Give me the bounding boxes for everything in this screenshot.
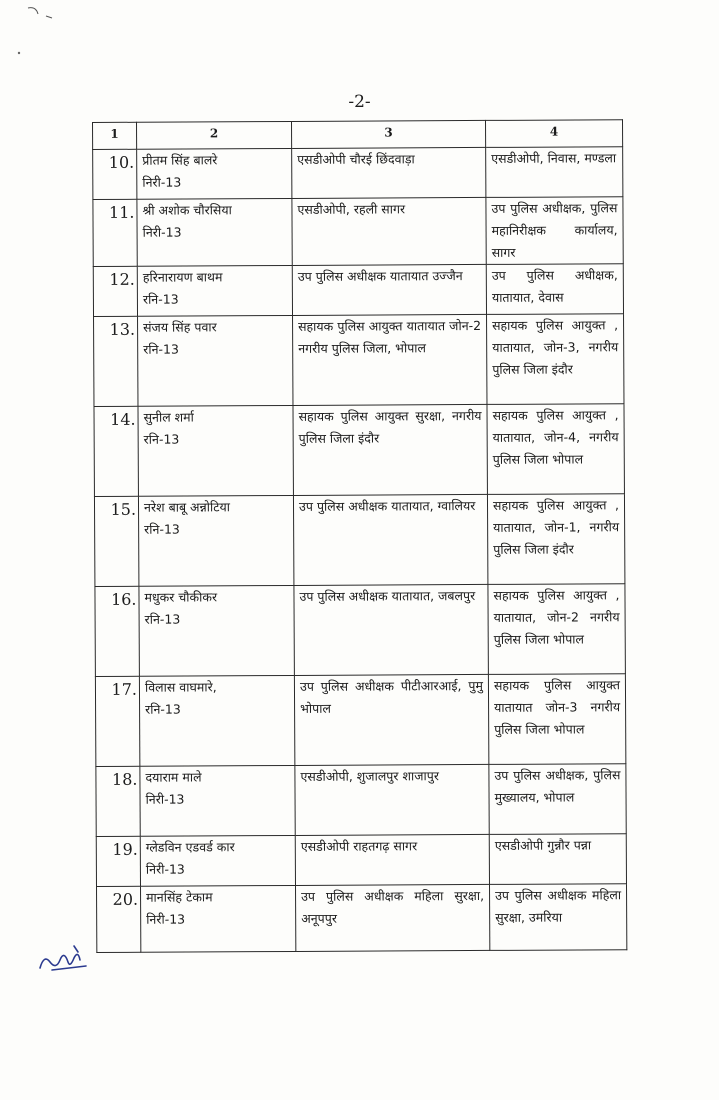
officer-rank: रनि-13	[145, 701, 181, 717]
officer-rank: निरी-13	[145, 861, 185, 877]
serial-number: 11.	[93, 199, 137, 266]
page-number: -2-	[348, 92, 371, 112]
header-col-4: 4	[485, 120, 622, 148]
officer-rank: रनि-13	[144, 521, 180, 537]
officer-cell	[138, 405, 293, 496]
serial-number: 10.	[93, 149, 137, 199]
serial-number: 13.	[94, 316, 138, 406]
table-row	[94, 494, 624, 587]
new-posting: उप पुलिस अधीक्षक, यातायात, देवास	[486, 264, 623, 315]
officer-rank: निरी-13	[142, 174, 182, 190]
serial-number: 12.	[93, 266, 137, 316]
officer-rank: रनि-13	[143, 431, 180, 447]
signature	[34, 940, 94, 980]
officer-name: ग्लेडविन एडवर्ड कार	[145, 839, 235, 855]
officer-name: मधुकर चौकीकर	[144, 589, 218, 605]
new-posting: सहायक पुलिस आयुक्त , यातायात, जोन-1, नगरीय पुलिस जिला इंदौर	[487, 494, 624, 585]
new-posting: उप पुलिस अधीक्षक, पुलिस महानिरीक्षक कार्यालय, सागर	[486, 197, 623, 265]
table-row	[94, 404, 624, 497]
officer-name: श्री अशोक चौरसिया	[142, 202, 232, 218]
new-posting: सहायक पुलिस आयुक्त , यातायात, जोन-2 नगरीय पुलिस जिला भोपाल	[488, 584, 625, 675]
serial-number: 15.	[94, 496, 138, 586]
current-posting: एसडीओपी, शुजालपुर शाजापुर	[295, 764, 489, 835]
serial-number: 20.	[97, 886, 141, 952]
officer-cell	[141, 885, 296, 952]
new-posting: सहायक पुलिस आयुक्त यातायात जोन-3 नगरीय पुलिस जिला भोपाल	[488, 674, 625, 765]
officer-name: नरेश बाबू अन्नोटिया	[143, 499, 231, 515]
officer-cell	[139, 585, 294, 676]
officer-name: हरिनारायण बाथम	[142, 269, 223, 285]
new-posting: एसडीओपी गुन्नौर पन्ना	[489, 834, 626, 885]
officer-rank: रनि-13	[144, 611, 181, 627]
officer-rank: रनि-13	[142, 291, 179, 307]
officer-cell	[137, 198, 292, 266]
officer-cell	[140, 765, 295, 836]
table-row	[93, 264, 623, 317]
officer-rank: निरी-13	[145, 791, 185, 807]
current-posting: उप पुलिस अधीक्षक यातायात, ग्वालियर	[293, 494, 487, 585]
current-posting: उप पुलिस अधीक्षक महिला सुरक्षा, अनूपपुर	[296, 884, 490, 951]
table-row	[93, 197, 623, 267]
header-col-1: 1	[93, 122, 137, 149]
new-posting: सहायक पुलिस आयुक्त , यातायात, जोन-3, नगरीय पुलिस जिला इंदौर	[487, 314, 624, 405]
header-col-2: 2	[137, 121, 292, 149]
officer-name: दयाराम माले	[145, 769, 202, 785]
current-posting: एसडीओपी राहतगढ़ सागर	[295, 834, 489, 885]
table-row	[94, 314, 624, 407]
new-posting: उप पुलिस अधीक्षक, पुलिस मुख्यालय, भोपाल	[489, 764, 626, 835]
header-row	[93, 120, 623, 150]
officer-name: सुनील शर्मा	[143, 409, 194, 425]
current-posting: एसडीओपी, रहली सागर	[292, 197, 486, 265]
current-posting: उप पुलिस अधीक्षक पीटीआरआई, पुमु भोपाल	[294, 674, 488, 765]
officer-rank: निरी-13	[142, 224, 182, 240]
table-row	[95, 674, 625, 767]
new-posting: सहायक पुलिस आयुक्त , यातायात, जोन-4, नगरीय पुलिस जिला भोपाल	[487, 404, 624, 495]
current-posting: एसडीओपी चौरई छिंदवाड़ा	[292, 147, 486, 198]
officer-name: प्रीतम सिंह बालरे	[142, 152, 218, 168]
current-posting: सहायक पुलिस आयुक्त यातायात जोन-2 नगरीय पुलिस जिला, भोपाल	[293, 314, 487, 405]
serial-number: 16.	[95, 586, 139, 676]
serial-number: 14.	[94, 406, 138, 496]
officer-cell	[137, 148, 292, 199]
officer-cell	[137, 265, 292, 316]
serial-number: 19.	[96, 836, 140, 886]
table-row	[96, 834, 626, 887]
current-posting: उप पुलिस अधीक्षक यातायात उज्जैन	[292, 264, 486, 315]
table-row	[96, 764, 626, 837]
table-row	[95, 584, 625, 677]
transfer-table	[92, 119, 627, 953]
officer-cell	[138, 315, 293, 406]
scan-mark	[26, 6, 56, 20]
header-col-3: 3	[291, 120, 485, 148]
officer-name: संजय सिंह पवार	[143, 319, 217, 335]
serial-number: 18.	[96, 766, 140, 836]
officer-rank: रनि-13	[143, 341, 179, 357]
officer-name: मानसिंह टेकाम	[146, 889, 213, 905]
officer-cell	[138, 495, 293, 586]
officer-name: विलास वाघमारे,	[144, 679, 217, 695]
scan-dot	[16, 50, 24, 58]
table-row	[97, 884, 627, 953]
officer-rank: निरी-13	[146, 911, 186, 927]
current-posting: सहायक पुलिस आयुक्त सुरक्षा, नगरीय पुलिस जिला इंदौर	[293, 404, 487, 495]
officer-cell	[140, 835, 295, 886]
table-row	[93, 147, 623, 200]
new-posting: उप पुलिस अधीक्षक महिला सुरक्षा, उमरिया	[489, 884, 626, 951]
current-posting: उप पुलिस अधीक्षक यातायात, जबलपुर	[294, 584, 488, 675]
new-posting: एसडीओपी, निवास, मण्डला	[486, 147, 623, 198]
serial-number: 17.	[95, 676, 139, 766]
officer-cell	[139, 675, 294, 766]
